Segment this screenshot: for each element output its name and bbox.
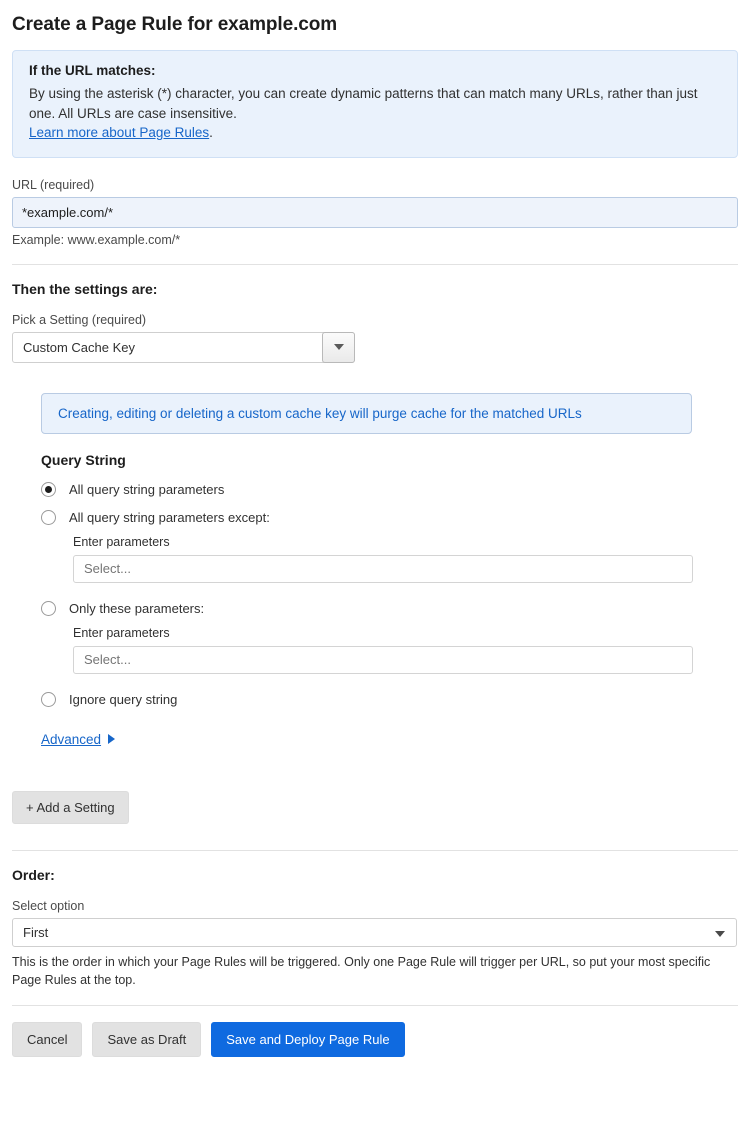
custom-cache-key-settings bbox=[12, 393, 738, 747]
query-string-heading: Query String bbox=[41, 451, 126, 468]
chevron-down-icon bbox=[334, 344, 344, 350]
setting-picker-label: Pick a Setting (required) bbox=[12, 312, 147, 327]
save-draft-button[interactable]: Save as Draft bbox=[92, 1022, 201, 1057]
url-match-callout bbox=[12, 50, 738, 158]
order-select-value: First bbox=[23, 924, 49, 940]
order-hint: This is the order in which your Page Rules will be triggered. Only one Page Rule will trigger per URL, so put your most specific Page Rules at the top. bbox=[12, 954, 711, 987]
setting-picker-value[interactable]: Custom Cache Key bbox=[12, 332, 355, 363]
advanced-label[interactable]: Advanced bbox=[41, 731, 102, 747]
save-deploy-button[interactable]: Save and Deploy Page Rule bbox=[211, 1022, 404, 1057]
radio-only-these-parameters[interactable] bbox=[41, 601, 738, 616]
only-parameters-block bbox=[41, 626, 738, 674]
url-input[interactable] bbox=[12, 197, 738, 228]
order-heading: Order: bbox=[12, 866, 55, 883]
radio-icon[interactable] bbox=[41, 601, 56, 616]
form-footer bbox=[12, 1022, 738, 1073]
order-select-label: Select option bbox=[12, 898, 85, 913]
callout-link-row bbox=[29, 123, 721, 143]
cancel-button[interactable]: Cancel bbox=[12, 1022, 82, 1057]
divider bbox=[12, 1005, 738, 1006]
radio-ignore-query-string[interactable] bbox=[41, 692, 738, 707]
setting-picker-toggle[interactable] bbox=[322, 332, 355, 363]
add-setting-button[interactable]: + Add a Setting bbox=[12, 791, 129, 824]
radio-label: Only these parameters: bbox=[69, 600, 205, 616]
radio-label: All query string parameters except: bbox=[69, 509, 270, 525]
callout-heading: If the URL matches: bbox=[29, 63, 156, 78]
advanced-toggle[interactable] bbox=[41, 732, 115, 747]
purge-cache-note: Creating, editing or deleting a custom cache key will purge cache for the matched URLs bbox=[41, 393, 692, 434]
learn-more-link[interactable]: Learn more about Page Rules bbox=[29, 125, 210, 141]
divider bbox=[12, 264, 738, 265]
divider bbox=[12, 850, 738, 851]
radio-all-query-params-except[interactable] bbox=[41, 510, 738, 525]
chevron-down-icon bbox=[715, 931, 725, 937]
page-title: Create a Page Rule for example.com bbox=[12, 14, 338, 35]
radio-all-query-params[interactable] bbox=[41, 482, 738, 497]
only-parameters-label: Enter parameters bbox=[73, 625, 170, 640]
url-field-hint: Example: www.example.com/* bbox=[12, 232, 181, 247]
radio-label: Ignore query string bbox=[69, 691, 178, 707]
callout-link-suffix: . bbox=[209, 125, 213, 141]
radio-icon[interactable] bbox=[41, 482, 56, 497]
radio-icon[interactable] bbox=[41, 692, 56, 707]
chevron-right-icon bbox=[108, 734, 115, 744]
url-field-label: URL (required) bbox=[12, 177, 95, 192]
except-parameters-block bbox=[41, 535, 738, 583]
setting-picker[interactable] bbox=[12, 332, 355, 363]
callout-text: By using the asterisk (*) character, you can create dynamic patterns that can match many URLs, rather than just one. All URLs are case insensitive. bbox=[29, 86, 698, 121]
radio-label: All query string parameters bbox=[69, 481, 225, 497]
except-parameters-label: Enter parameters bbox=[73, 534, 170, 549]
settings-heading: Then the settings are: bbox=[12, 280, 158, 297]
radio-icon[interactable] bbox=[41, 510, 56, 525]
except-parameters-input[interactable] bbox=[73, 555, 693, 583]
page-rule-form bbox=[0, 14, 750, 1073]
only-parameters-input[interactable] bbox=[73, 646, 693, 674]
order-select[interactable] bbox=[12, 918, 737, 947]
